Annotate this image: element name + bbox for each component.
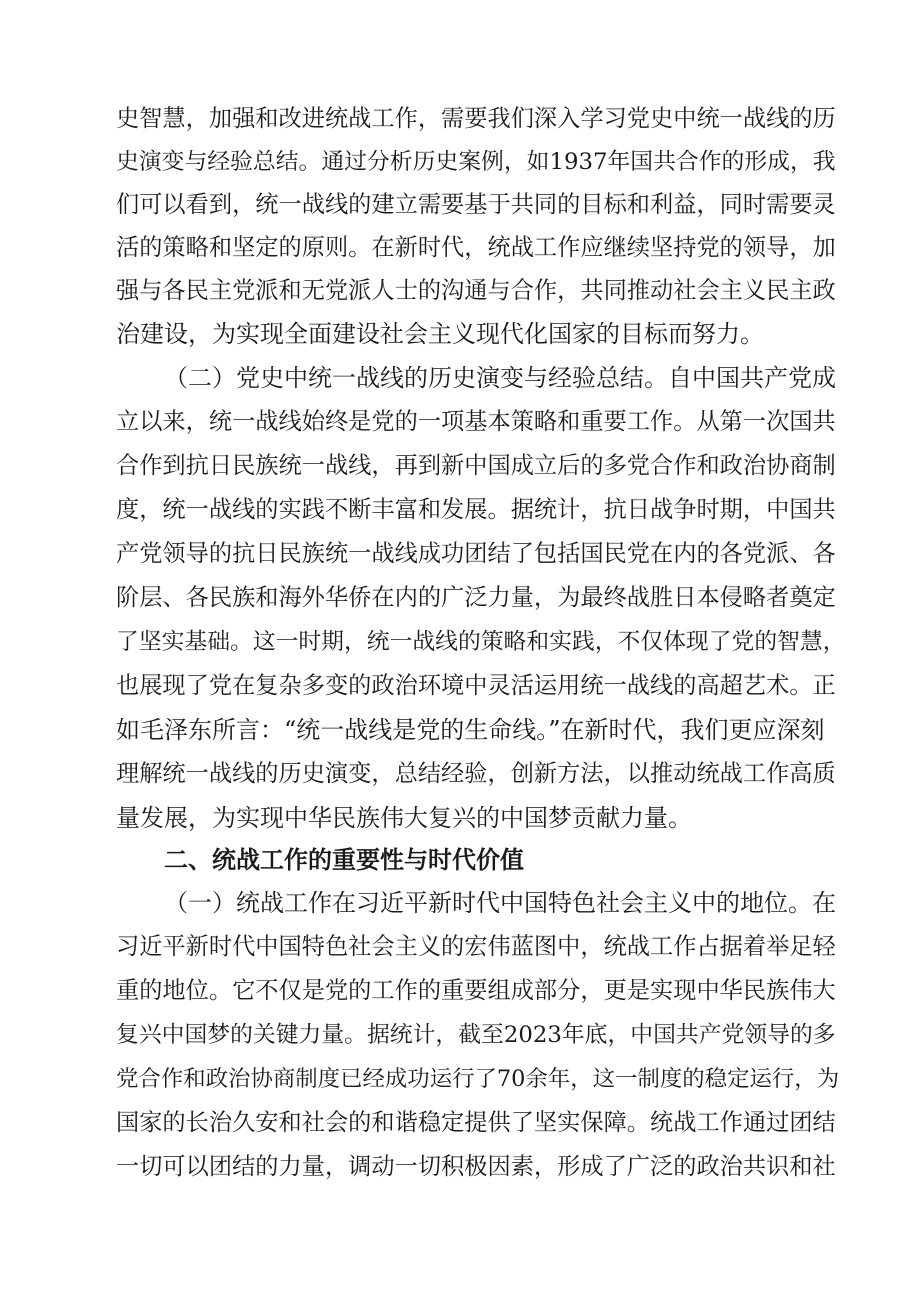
body-text-line: 国家的长治久安和社会的和谐稳定提供了坚实保障。统战工作通过团结: [116, 1109, 836, 1136]
body-text-line: 复兴中国梦的关键力量。据统计，截至2023年底，中国共产党领导的多: [116, 1022, 836, 1048]
body-text-line: 史演变与经验总结。通过分析历史案例，如1937年国共合作的形成，我: [116, 149, 836, 175]
body-text-line: 理解统一战线的历史演变，总结经验，创新方法，以推动统战工作高质: [116, 760, 836, 787]
body-text-line: 党合作和政治协商制度已经成功运行了70余年，这一制度的稳定运行，为: [116, 1066, 840, 1092]
paragraph-first-line: （一）统战工作在习近平新时代中国特色社会主义中的地位。在: [164, 889, 836, 917]
body-text-line: 量发展，为实现中华民族伟大复兴的中国梦贡献力量。: [116, 804, 692, 832]
body-text-line: 习近平新时代中国特色社会主义的宏伟蓝图中，统战工作占据着举足轻: [116, 933, 836, 960]
section-heading: 二、统战工作的重要性与时代价值: [164, 846, 524, 874]
body-text-line: 重的地位。它不仅是党的工作的重要组成部分，更是实现中华民族伟大: [116, 977, 836, 1004]
body-text-line: 史智慧，加强和改进统战工作，需要我们深入学习党史中统一战线的历: [116, 105, 836, 132]
body-text-line: 产党领导的抗日民族统一战线成功团结了包括国民党在内的各党派、各: [116, 540, 836, 567]
body-text-line: 度，统一战线的实践不断丰富和发展。据统计，抗日战争时期，中国共: [116, 496, 836, 523]
body-text-line: 也展现了党在复杂多变的政治环境中灵活运用统一战线的高超艺术。正: [116, 672, 836, 699]
body-text-line: 立以来，统一战线始终是党的一项基本策略和重要工作。从第一次国共: [116, 408, 836, 435]
paragraph-first-line: （二）党史中统一战线的历史演变与经验总结。自中国共产党成: [164, 364, 836, 392]
body-text-line: 强与各民主党派和无党派人士的沟通与合作，共同推动社会主义民主政: [116, 277, 836, 304]
body-text-line: 治建设，为实现全面建设社会主义现代化国家的目标而努力。: [116, 320, 764, 348]
body-text-line: 如毛泽东所言：“统一战线是党的生命线。”在新时代，我们更应深刻: [116, 716, 825, 744]
body-text-line: 们可以看到，统一战线的建立需要基于共同的目标和利益，同时需要灵: [116, 191, 836, 218]
body-text-line: 合作到抗日民族统一战线，再到新中国成立后的多党合作和政治协商制: [116, 452, 836, 479]
body-text-line: 活的策略和坚定的原则。在新时代，统战工作应继续坚持党的领导，加: [116, 234, 836, 261]
body-text-line: 阶层、各民族和海外华侨在内的广泛力量，为最终战胜日本侵略者奠定: [116, 584, 836, 611]
body-text-line: 了坚实基础。这一时期，统一战线的策略和实践，不仅体现了党的智慧，: [116, 629, 846, 655]
body-text-line: 一切可以团结的力量，调动一切积极因素，形成了广泛的政治共识和社: [116, 1153, 836, 1180]
